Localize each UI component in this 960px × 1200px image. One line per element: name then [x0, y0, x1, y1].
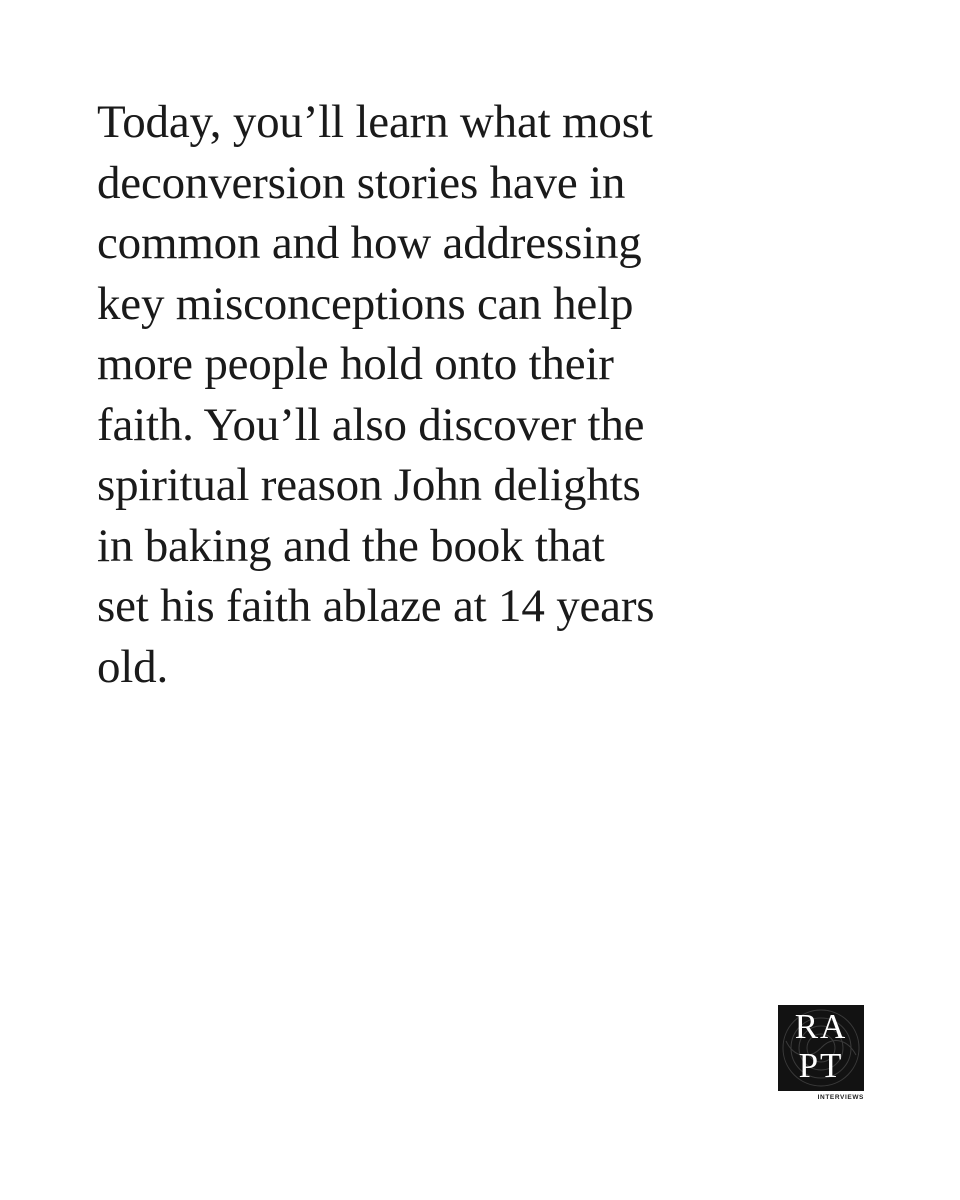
rapt-logo: [778, 1005, 864, 1091]
logo-text-row-2: PT: [798, 1046, 844, 1085]
body-line: in baking and the book that: [97, 519, 605, 572]
body-line: more people hold onto their: [97, 338, 614, 390]
post-body-text: [97, 92, 737, 697]
body-line: faith. You’ll also discover the: [97, 398, 645, 451]
body-line: common and how addressing: [97, 217, 642, 269]
body-line: key misconceptions can help: [97, 277, 634, 330]
body-line: old.: [97, 640, 169, 693]
body-line: spiritual reason John delights: [97, 459, 641, 511]
body-line: Today, you’ll learn what most: [97, 96, 653, 148]
body-line: deconversion stories have in: [97, 156, 626, 209]
logo-subtitle: INTERVIEWS: [817, 1094, 864, 1101]
body-line: set his faith ablaze at 14 years: [97, 580, 655, 632]
logo-text-row-1: RA: [794, 1007, 848, 1046]
